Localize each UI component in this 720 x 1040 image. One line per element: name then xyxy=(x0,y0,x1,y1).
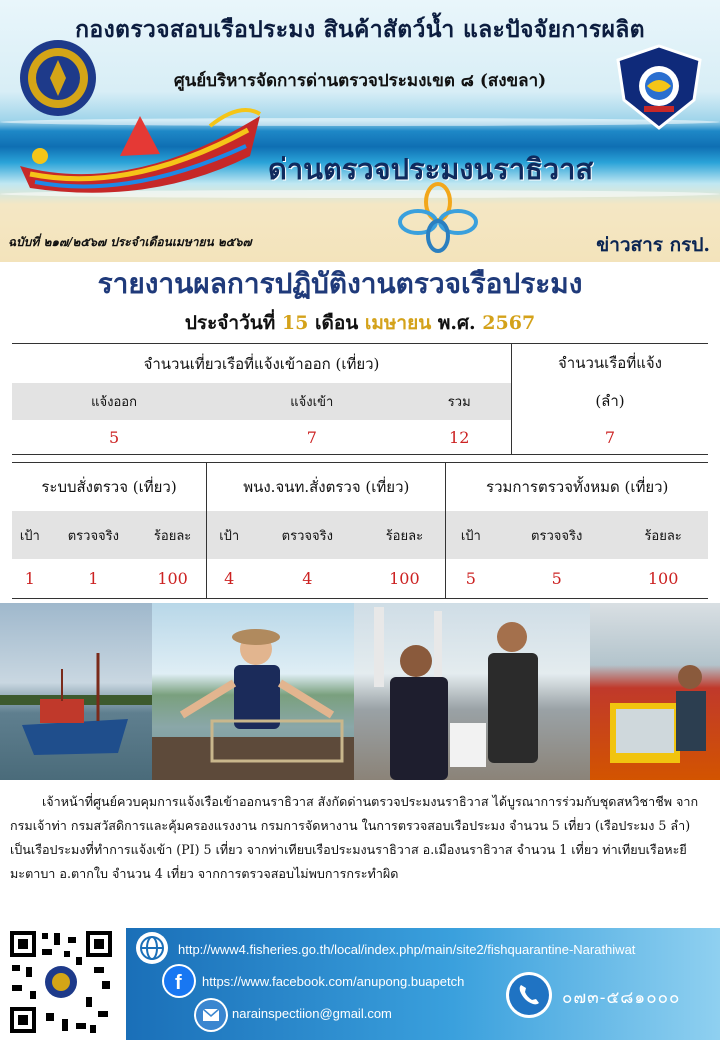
system-percent: 100 xyxy=(139,559,207,599)
photo-document-inspection xyxy=(354,603,590,780)
report-title: รายงานผลการปฏิบัติงานตรวจเรือประมง xyxy=(97,267,583,300)
col-notify-out: แจ้งออก xyxy=(12,383,216,420)
svg-text:f: f xyxy=(175,972,182,994)
facebook-icon xyxy=(162,964,196,998)
boats-unit: (ลำ) xyxy=(595,392,625,410)
col-target: เป้า xyxy=(207,511,252,559)
photo-fishing-boat xyxy=(0,603,152,780)
phone-number: ๐๗๓-๕๘๑๐๐๐ xyxy=(562,988,681,1007)
trips-header: จำนวนเที่ยวเรือที่แจ้งเข้าออก (เที่ยว) xyxy=(12,344,512,384)
officer-target: 4 xyxy=(207,559,252,599)
col-percent: ร้อยละ xyxy=(363,511,446,559)
col-target: เป้า xyxy=(12,511,48,559)
system-actual: 1 xyxy=(48,559,139,599)
value-boats: 7 xyxy=(512,420,709,455)
inspection-table xyxy=(12,462,708,599)
qr-code xyxy=(6,927,116,1037)
photo-strip xyxy=(0,603,720,780)
website-link[interactable]: http://www4.fisheries.go.th/local/index.php/main/site2/fishquarantine-Narathiwat xyxy=(178,942,636,957)
date-day: 15 xyxy=(281,312,309,334)
officer-actual: 4 xyxy=(251,559,363,599)
facebook-link[interactable]: https://www.facebook.com/anupong.buapetch xyxy=(202,974,465,989)
boats-header: จำนวนเรือที่แจ้ง xyxy=(557,354,662,372)
group-header-officer: พนง.จนท.สั่งตรวจ (เที่ยว) xyxy=(207,463,446,512)
officer-percent: 100 xyxy=(363,559,446,599)
issue-number: ฉบับที่ ๒๑๗/๒๕๖๗ ประจำเดือนเมษายน ๒๕๖๗ xyxy=(8,235,252,249)
date-year: 2567 xyxy=(482,312,536,334)
header-subtitle: ศูนย์บริหารจัดการด่านตรวจประมงเขต ๘ (สงขลา) xyxy=(173,71,547,91)
total-actual: 5 xyxy=(495,559,618,599)
col-actual: ตรวจจริง xyxy=(495,511,618,559)
photo-catch-inspection xyxy=(590,603,720,780)
month-prefix: เดือน xyxy=(315,312,359,334)
col-target: เป้า xyxy=(446,511,495,559)
system-target: 1 xyxy=(12,559,48,599)
boats-header-cell xyxy=(512,344,709,421)
news-label: ข่าวสาร กรป. xyxy=(596,234,710,256)
total-percent: 100 xyxy=(618,559,708,599)
value-notify-in: 7 xyxy=(216,420,407,455)
value-notify-out: 5 xyxy=(12,420,216,455)
email-icon xyxy=(194,998,228,1032)
col-actual: ตรวจจริง xyxy=(251,511,363,559)
photo-officer-with-net xyxy=(152,603,354,780)
year-prefix: พ.ศ. xyxy=(437,312,476,334)
col-percent: ร้อยละ xyxy=(618,511,708,559)
header-title: กองตรวจสอบเรือประมง สินค้าสัตว์น้ำ และปัจจัยการผลิต xyxy=(75,16,645,43)
decorated-boat-illustration xyxy=(10,96,270,206)
station-name: ด่านตรวจประมงนราธิวาส xyxy=(268,152,594,186)
col-total: รวม xyxy=(407,383,511,420)
col-notify-in: แจ้งเข้า xyxy=(216,383,407,420)
globe-icon xyxy=(136,932,168,964)
date-prefix: ประจำวันที่ xyxy=(184,312,276,334)
col-percent: ร้อยละ xyxy=(139,511,207,559)
group-header-total: รวมการตรวจทั้งหมด (เที่ยว) xyxy=(446,463,708,512)
col-actual: ตรวจจริง xyxy=(48,511,139,559)
trips-table xyxy=(12,343,708,455)
value-total: 12 xyxy=(407,420,511,455)
phone-icon xyxy=(506,972,552,1018)
email-link[interactable]: narainspectiion@gmail.com xyxy=(232,1006,392,1021)
group-header-system: ระบบสั่งตรวจ (เที่ยว) xyxy=(12,463,207,512)
date-month: เมษายน xyxy=(364,312,432,334)
total-target: 5 xyxy=(446,559,495,599)
report-date xyxy=(0,308,720,338)
report-body-text: เจ้าหน้าที่ศูนย์ควบคุมการแจ้งเรือเข้าออกนราธิวาส สังกัดด่านตรวจประมงนราธิวาส ได้บูรณาการร่วมกับชุดสหวิชาชีพ จากกรมเจ้าท่า กรมสวัสดิการและคุ้มครองแรงงาน กรมการจัดหางาน ในการตรวจสอบเรือประมง จำนวน 5 เที่ยว (เรือประมง 5 ลำ) เป็นเรือประมงที่ทำการแจ้งเข้า (PI) 5 เที่ยว จากท่าเทียบเรือประมงนราธิวาส อ.เมืองนราธิวาส จำนวน 1 เที่ยว ท่าเทียบเรือหะยีมะตาบา อ.ตากใบ จำนวน 4 เที่ยว จากการตรวจสอบไม่พบการกระทำผิด xyxy=(10,794,699,881)
